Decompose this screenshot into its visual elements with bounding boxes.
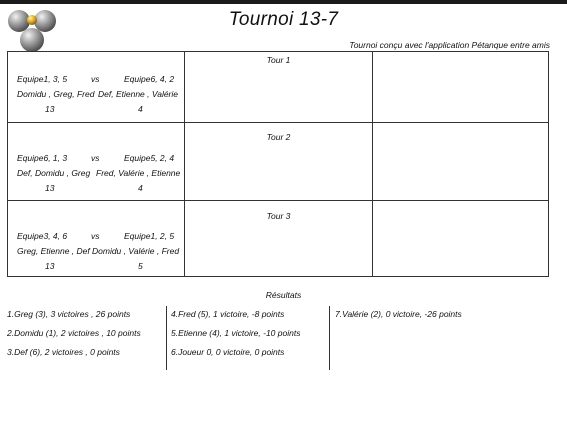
- team-a-score: 13: [45, 261, 55, 271]
- result-entry: 1.Greg (3), 3 victoires , 26 points: [7, 309, 131, 319]
- round-label: Tour 1: [266, 55, 291, 65]
- result-entry: 4.Fred (5), 1 victoire, -8 points: [171, 309, 285, 319]
- round-row: [8, 52, 548, 123]
- round-row: [8, 123, 548, 201]
- results-column-divider: [166, 306, 167, 370]
- team-b-score: 5: [138, 261, 143, 271]
- team-b-players: Def, Etienne , Valérie: [98, 89, 179, 99]
- team-a-name: Equipe3, 4, 6: [17, 231, 68, 241]
- result-entry: 6.Joueur 0, 0 victoire, 0 points: [171, 347, 285, 357]
- round-row: [8, 201, 548, 276]
- round-label: Tour 2: [266, 132, 291, 142]
- team-b-name: Equipe6, 4, 2: [124, 74, 175, 84]
- team-a-name: Equipe1, 3, 5: [17, 74, 68, 84]
- result-entry: 3.Def (6), 2 victoires , 0 points: [7, 347, 120, 357]
- team-b-score: 4: [138, 104, 143, 114]
- vs-label: vs: [91, 231, 100, 241]
- vs-label: vs: [91, 74, 100, 84]
- team-b-players: Domidu , Valérie , Fred: [92, 246, 180, 256]
- page-subtitle: Tournoi conçu avec l'application Pétanque entre amis: [349, 40, 550, 50]
- team-a-name: Equipe6, 1, 3: [17, 153, 68, 163]
- vs-label: vs: [91, 153, 100, 163]
- column-divider: [372, 123, 373, 200]
- results-column-divider: [329, 306, 330, 370]
- team-b-name: Equipe5, 2, 4: [124, 153, 175, 163]
- top-bar: [0, 0, 567, 4]
- team-b-name: Equipe1, 2, 5: [124, 231, 175, 241]
- column-divider: [372, 52, 373, 122]
- results-title: Résultats: [265, 290, 302, 300]
- round-label: Tour 3: [266, 211, 291, 221]
- team-a-players: Greg, Etienne , Def: [17, 246, 90, 256]
- result-entry: 2.Domidu (1), 2 victoires , 10 points: [7, 328, 141, 338]
- result-entry: 7.Valérie (2), 0 victoire, -26 points: [335, 309, 462, 319]
- rounds-grid: [7, 51, 549, 277]
- column-divider: [372, 201, 373, 276]
- team-a-score: 13: [45, 104, 55, 114]
- team-a-score: 13: [45, 183, 55, 193]
- team-b-players: Fred, Valérie , Etienne: [96, 168, 181, 178]
- team-b-score: 4: [138, 183, 143, 193]
- team-a-players: Domidu , Greg, Fred: [17, 89, 95, 99]
- page-title: Tournoi 13-7: [228, 9, 339, 30]
- result-entry: 5.Etienne (4), 1 victoire, -10 points: [171, 328, 301, 338]
- team-a-players: Def, Domidu , Greg: [17, 168, 91, 178]
